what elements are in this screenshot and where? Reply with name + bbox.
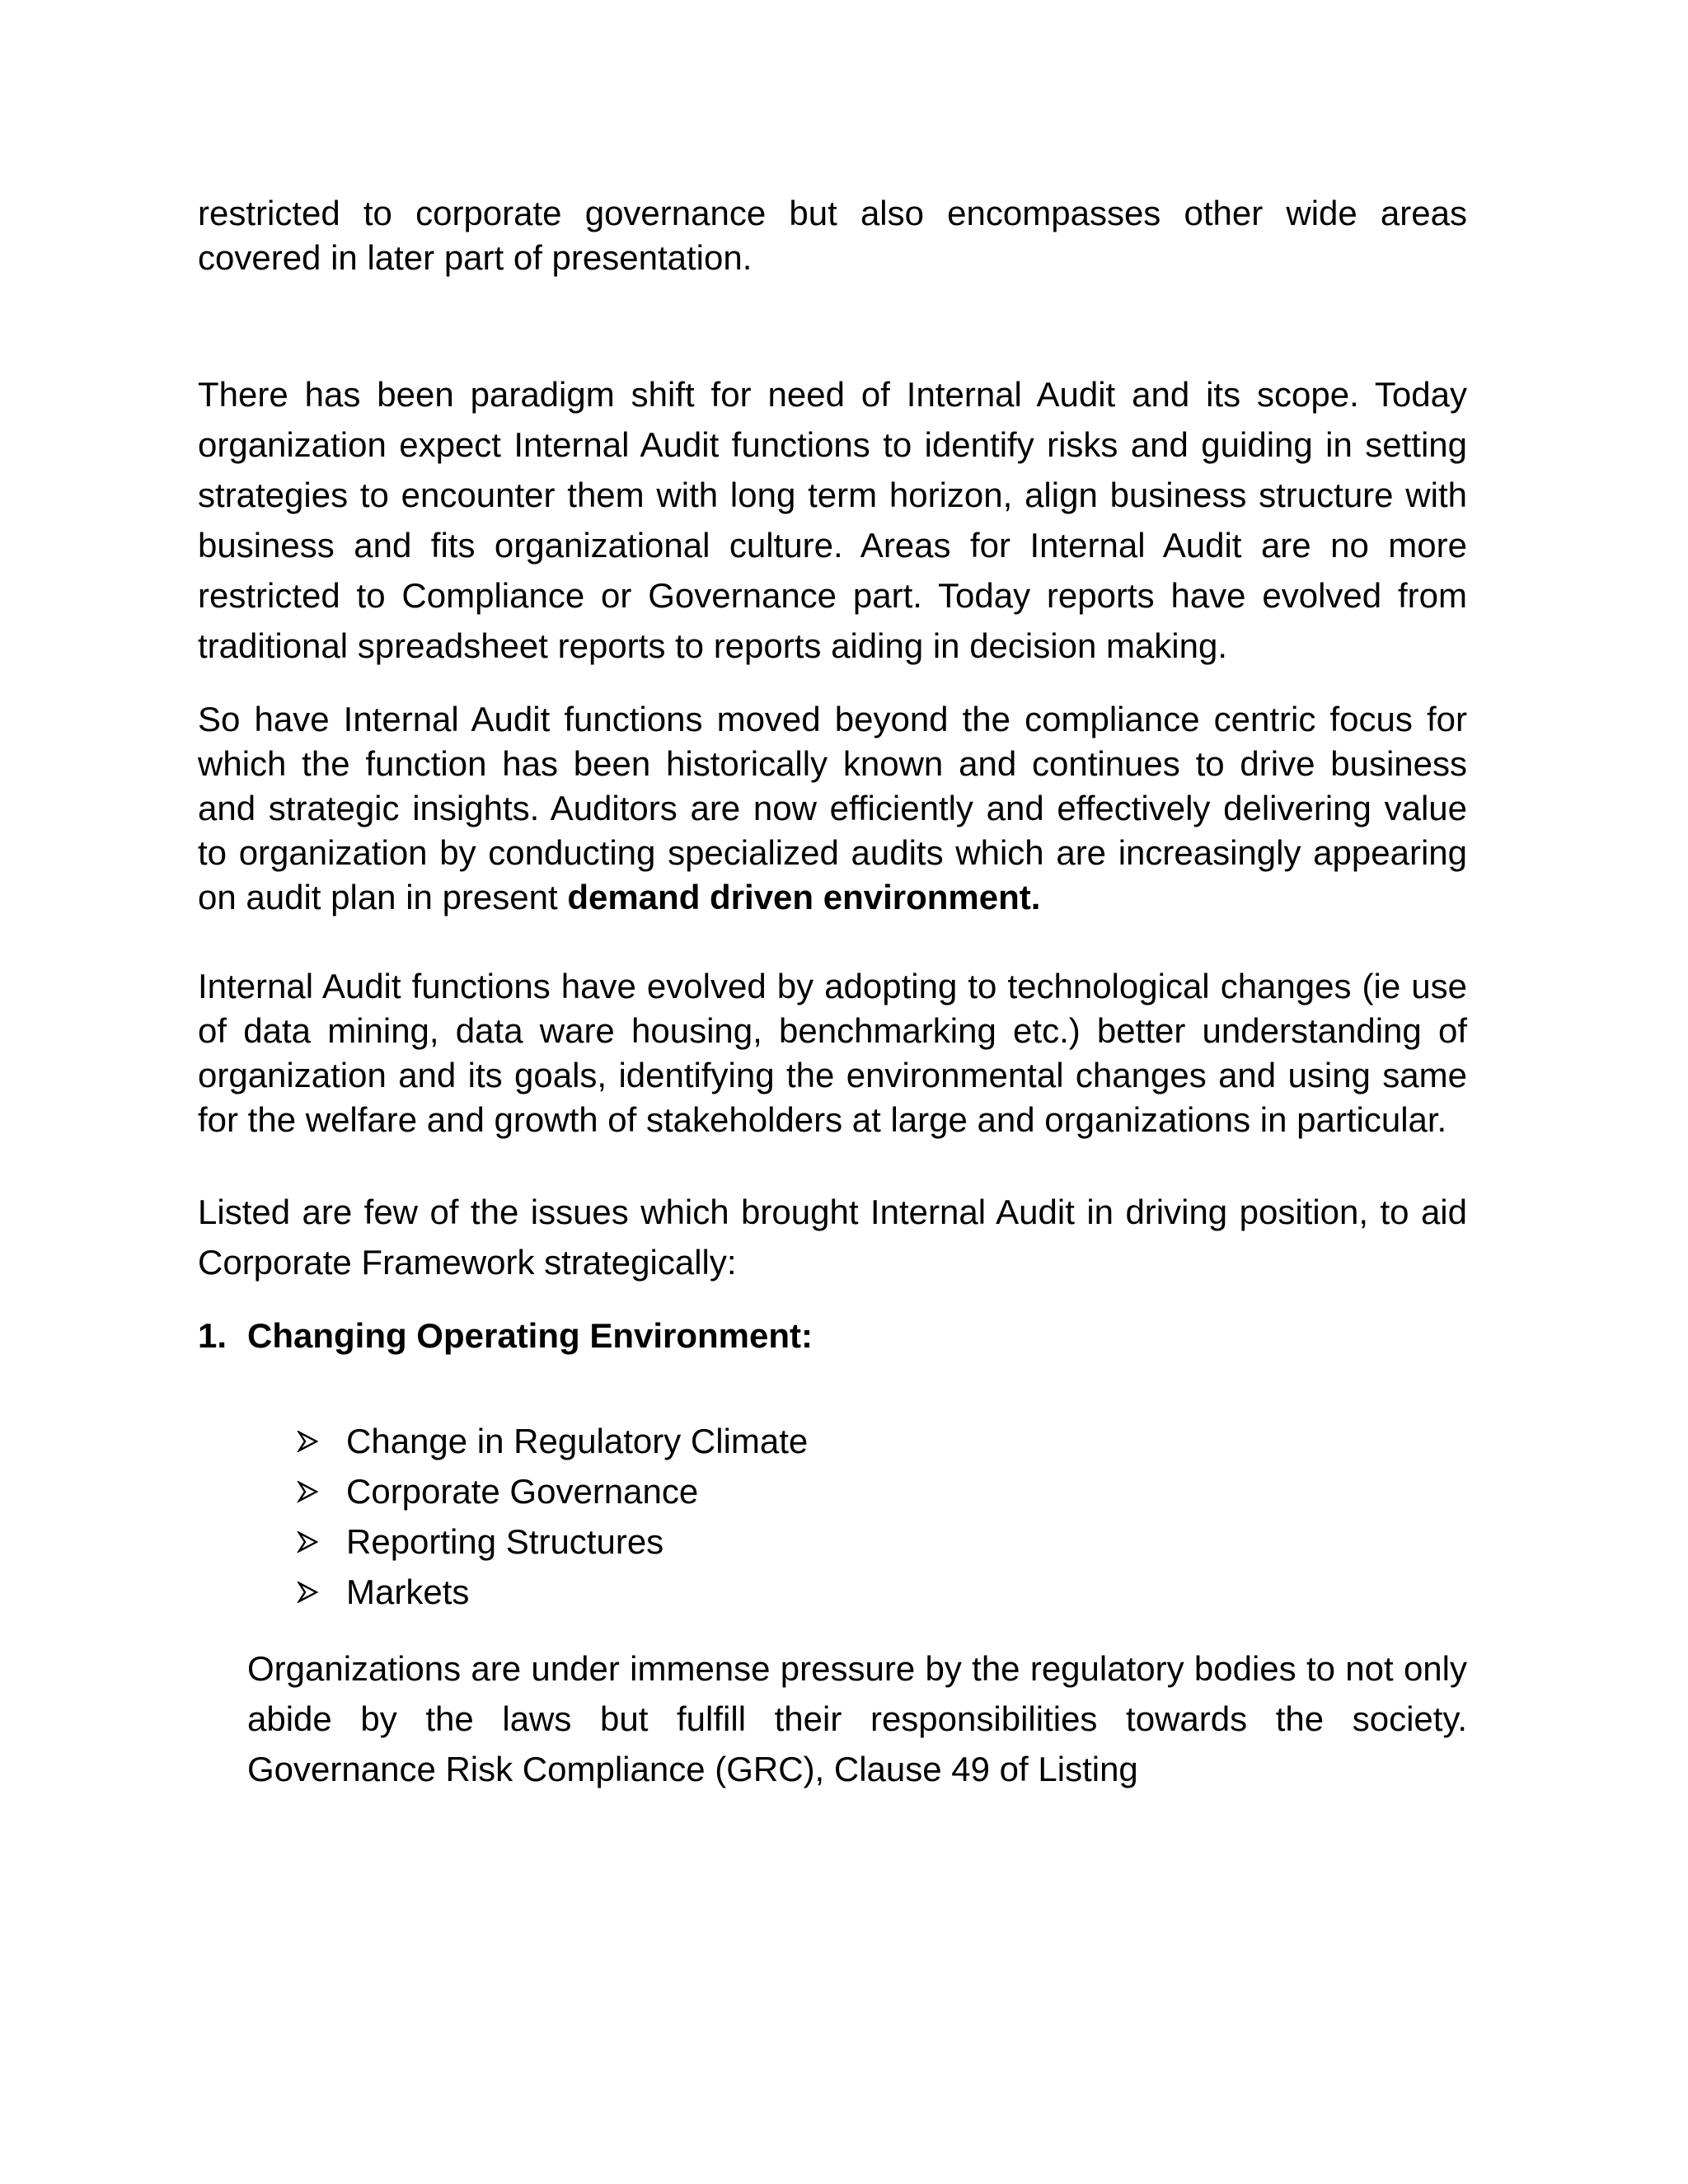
arrow-bullet-icon: [297, 1582, 346, 1603]
section-number: 1.: [198, 1316, 227, 1355]
bullet-text: Corporate Governance: [346, 1472, 699, 1511]
bullet-list: [198, 1416, 1467, 1617]
bullet-item: [297, 1416, 1467, 1466]
paragraph-intro: restricted to corporate governance but also encompasses other wide areas covered in later part of presentation.: [198, 194, 1467, 277]
demand-driven-emphasis: demand driven environment.: [567, 878, 1041, 916]
paragraph-beyond-compliance: [198, 697, 1467, 920]
bullet-text: Reporting Structures: [346, 1522, 664, 1561]
paragraph-paradigm-shift: There has been paradigm shift for need of Internal Audit and its scope. Today organization expect Internal Audit functions to identify risks and guiding in setting strategies to encounter them with long term horizon, align business structure with business and fits organizational culture. Areas for Internal Audit are no more restricted to Compliance or Governance part. Today reports have evolved from traditional spreadsheet reports to reports aiding in decision making.: [198, 375, 1467, 665]
bullet-text: Change in Regulatory Climate: [346, 1422, 809, 1460]
bullet-item: [297, 1516, 1467, 1567]
section-title: Changing Operating Environment:: [247, 1316, 814, 1355]
paragraph-technological-changes: Internal Audit functions have evolved by adopting to technological changes (ie use of data mining, data ware housing, benchmarking etc.) better understanding of organization and its goals, identifying the environmental changes and using same for the welfare and growth of stakeholders at large and organizations in particular.: [198, 967, 1467, 1139]
arrow-bullet-icon: [297, 1431, 346, 1452]
bullet-item: [297, 1466, 1467, 1516]
bullet-text: Markets: [346, 1572, 470, 1611]
arrow-bullet-icon: [297, 1531, 346, 1553]
bullet-item: [297, 1567, 1467, 1617]
arrow-bullet-icon: [297, 1481, 346, 1502]
paragraph-regulatory-pressure: Organizations are under immense pressure by the regulatory bodies to not only abide by the laws but fulfill their responsibilities towards the society. Governance Risk Compliance (GRC), Clause 49 of Listing: [247, 1649, 1467, 1788]
section-heading: [198, 1314, 1467, 1358]
paragraph-listed-issues: Listed are few of the issues which brought Internal Audit in driving position, to aid Corporate Framework strategically:: [198, 1193, 1467, 1282]
document-body: [198, 191, 1467, 1794]
paragraph-beyond-compliance-text: So have Internal Audit functions moved beyond the compliance centric focus for which the function has been historically known and continues to drive business and strategic insights. Auditors are now efficiently and effectively delivering value to organization by conducting specialized audits which are increasingly appearing on audit plan in present: [198, 700, 1467, 916]
